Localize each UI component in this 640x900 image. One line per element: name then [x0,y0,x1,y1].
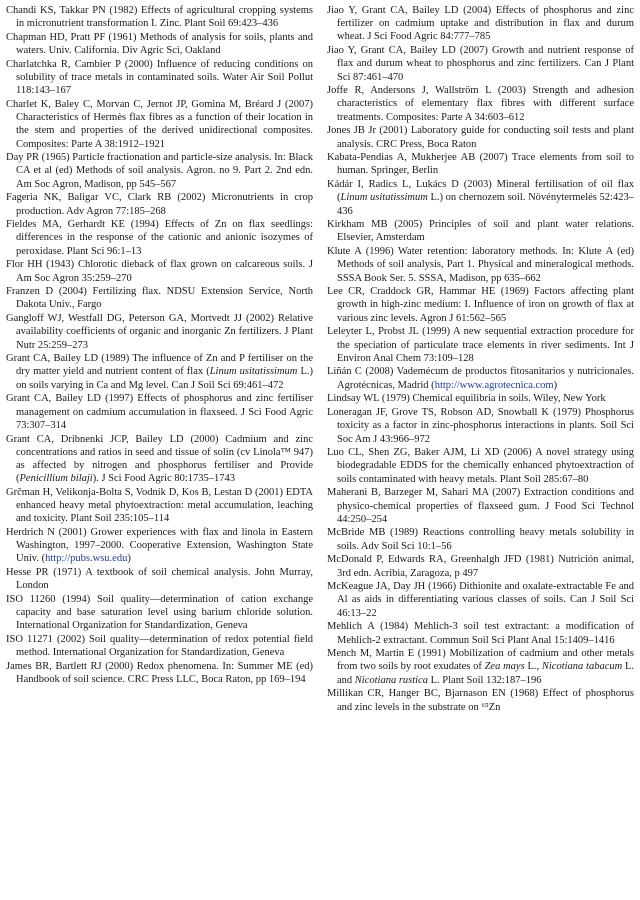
reference-entry: McKeague JA, Day JH (1966) Dithionite and oxalate-extractable Fe and Al as aids in differentiating various classes of soils. Can J Soil Sci 46:13–22 [327,581,634,619]
reference-entry: Grant CA, Bailey LD (1989) The influence of Zn and P fertiliser on the dry matter yield and nutrient content of flax (Linum usitatissimum L.) on soils varying in Ca and Mg level. Can J Soil Sci 69:461–472 [6,353,313,391]
reference-entry: Kirkham MB (2005) Principles of soil and plant water relations. Elsevier, Amsterdam [327,219,634,244]
reference-entry: Jiao Y, Grant CA, Bailey LD (2004) Effects of phosphorus and zinc fertilizer on cadmium uptake and distribution in flax and durum wheat. J Sci Food Agric 84:777–785 [327,5,634,43]
reference-entry: Joffe R, Andersons J, Wallström L (2003) Strength and adhesion characteristics of elementary flax fibres with different surface treatments. Composites: Parte A 34:603–612 [327,85,634,123]
reference-entry: Charlet K, Baley C, Morvan C, Jernot JP, Gomina M, Bréard J (2007) Characteristics of Hermès flax fibres as a function of their location in the stem and properties of the derived unidirectional composites. Composites: Parte A 38:1912–1921 [6,98,313,150]
reference-entry: Loneragan JF, Grove TS, Robson AD, Snowball K (1979) Phosphorus toxicity as a factor in zinc-phosphorus interactions in plants. Soil Sci Soc Am J 43:966–972 [327,407,634,445]
reference-entry: Flor HH (1943) Chlorotic dieback of flax grown on calcareous soils. J Am Soc Agron 35:259–270 [6,259,313,284]
reference-link[interactable]: http://pubs.wsu.edu [45,553,128,565]
references-column-left [6,4,313,714]
reference-entry: Grant CA, Dribnenki JCP, Bailey LD (2000) Cadmium and zinc concentrations and ratios in seed and tissue of solin (cv Linola™ 947) as affected by nitrogen and phosphorus fertiliser and Provide (Penicillium bilaji). J Sci Food Agric 80:1735–1743 [6,433,313,485]
reference-entry: Jones JB Jr (2001) Laboratory guide for conducting soil tests and plant analysis. CRC Press, Boca Raton [327,125,634,150]
reference-entry: Fieldes MA, Gerhardt KE (1994) Effects of Zn on flax seedlings: differences in the response of the cationic and anionic isozymes of peroxidase. Plant Sci 96:1–13 [6,219,313,257]
reference-entry: Lindsay WL (1979) Chemical equilibria in soils. Wiley, New York [327,393,606,405]
reference-entry: Fageria NK, Baligar VC, Clark RB (2002) Micronutrients in crop production. Adv Agron 77:185–268 [6,192,313,217]
reference-entry: Maherani B, Barzeger M, Sahari MA (2007) Extraction conditions and physico-chemical properties of flaxseed gum. J Food Sci Technol 44:250–254 [327,487,634,525]
reference-entry: Liñán C (2008) Vademécum de productos fitosanitarios y nutricionales. Agrotécnicas, Madrid (http://www.agrotecnica.com) [327,366,634,391]
reference-entry: Millikan CR, Hanger BC, Bjarnason EN (1968) Effect of phosphorus and zinc levels in the substrate on ⁶⁵Zn [327,688,634,713]
reference-entry: ISO 11260 (1994) Soil quality—determination of cation exchange capacity and base saturation level using barium chloride solution. International Organization for Standardization, Geneva [6,593,313,632]
reference-entry: Chapman HD, Pratt PF (1961) Methods of analysis for soils, plants and waters. Univ. California. Div Agric Sci, Oakland [6,31,313,57]
reference-link[interactable]: http://www.agrotecnica.com [434,379,554,391]
reference-entry: Grčman H, Velikonja-Bolta S, Vodnik D, Kos B, Lestan D (2001) EDTA enhanced heavy metal phytoextraction: metal accumulation, leaching and toxicity. Plant Soil 235:105–114 [6,486,313,525]
reference-entry: ISO 11271 (2002) Soil quality—determination of redox potential field method. International Organization for Standardization, Geneva [6,634,313,659]
reference-entry: Grant CA, Bailey LD (1997) Effects of phosphorus and zinc fertiliser management on cadmium accumulation in flaxseed. J Sci Food Agric 73:307–314 [6,393,313,431]
reference-entry: Klute A (1996) Water retention: laboratory methods. In: Klute A (ed) Methods of soil analysis, Part 1. Physical and mineralogical methods. SSSA Book Ser. 5. SSSA, Madison, pp 635–662 [327,246,634,284]
reference-entry: Hesse PR (1971) A textbook of soil chemical analysis. John Murray, London [6,567,313,592]
reference-entry: McBride MB (1989) Reactions controlling heavy metals solubility in soils. Adv Soil Sci 10:1–56 [327,527,634,552]
reference-entry: Kádár I, Radics L, Lukács D (2003) Mineral fertilisation of oil flax (Linum usitatissimum L.) on chernozem soil. Növénytermelés 52:423–436 [327,179,634,217]
reference-entry: James BR, Bartlett RJ (2000) Redox phenomena. In: Summer ME (ed) Handbook of soil science. CRC Press LLC, Boca Raton, pp 169–194 [6,660,313,686]
reference-entry: Mehlich A (1984) Mehlich-3 soil test extractant: a modification of Mehlich-2 extractant. Commun Soil Sci Plant Anal 15:1409–1416 [327,621,634,646]
reference-entry: Lee CR, Craddock GR, Hammar HE (1969) Factors affecting plant growth in high-zinc medium: I. Influence of iron on growth of flax at various zinc levels. Agron J 61:562–565 [327,286,634,324]
reference-entry: Kabata-Pendias A, Mukherjee AB (2007) Trace elements from soil to human. Springer, Berlin [327,152,634,177]
reference-entry: Jiao Y, Grant CA, Bailey LD (2007) Growth and nutrient response of flax and durum wheat to phosphorus and zinc fertilizers. Can J Plant Sci 87:461–470 [327,45,634,83]
reference-entry: Gangloff WJ, Westfall DG, Peterson GA, Mortvedt JJ (2002) Relative availability coefficients of organic and inorganic Zn fertilizers. J Plant Nutr 25:259–273 [6,313,313,351]
reference-entry: Franzen D (2004) Fertilizing flax. NDSU Extension Service, North Dakota Univ., Fargo [6,286,313,311]
reference-entry: Leleyter L, Probst JL (1999) A new sequential extraction procedure for the speciation of particulate trace elements in river sediments. Int J Environ Anal Chem 73:109–128 [327,326,634,364]
reference-entry: Day PR (1965) Particle fractionation and particle-size analysis. In: Black CA et al (ed) Methods of soil analysis. Agron. no 9. Part 2. 2nd edn. Am Soc Agron, Madison, pp 545–567 [6,152,313,190]
references-columns [6,4,634,714]
reference-entry: Herdrich N (2001) Grower experiences with flax and linola in Eastern Washington, 1997–2000. Cooperative Extension, Washington State Univ. (http://pubs.wsu.edu) [6,526,313,565]
reference-entry: McDonald P, Edwards RA, Greenhalgh JFD (1981) Nutrición animal, 3rd edn. Acribia, Zaragoza, p 497 [327,554,634,579]
references-column-right [327,4,634,714]
reference-entry: Chandi KS, Takkar PN (1982) Effects of agricultural cropping systems in micronutrient transformation I. Zinc. Plant Soil 69:423–436 [6,5,313,30]
reference-entry: Mench M, Martin E (1991) Mobilization of cadmium and other metals from two soils by root exudates of Zea mays L., Nicotiana tabacum L. and Nicotiana rustica L. Plant Soil 132:187–196 [327,648,634,686]
reference-entry: Luo CL, Shen ZG, Baker AJM, Li XD (2006) A novel strategy using biodegradable EDDS for the chemically enhanced phytoextraction of soils contaminated with heavy metals. Plant Soil 285:67–80 [327,447,634,485]
reference-entry: Charlatchka R, Cambier P (2000) Influence of reducing conditions on solubility of trace metals in contaminated soils. Water Air Soil Pollut 118:143–167 [6,58,313,97]
